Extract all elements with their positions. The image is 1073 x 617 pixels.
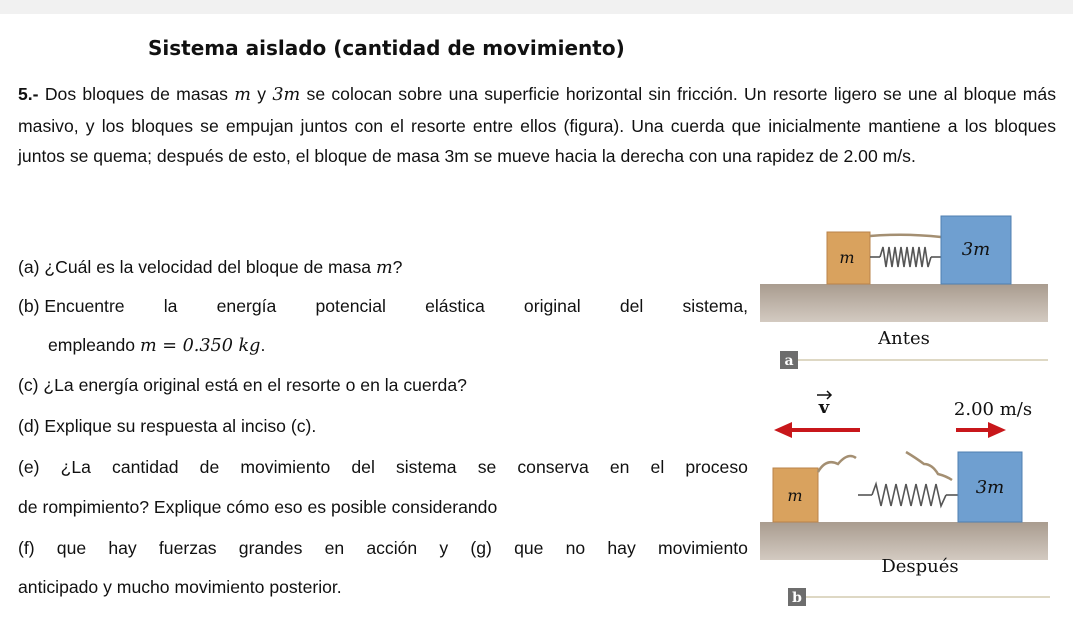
small-block-label-before: m [839, 248, 855, 267]
velocity-vector-label: v [818, 397, 830, 418]
word: en [609, 457, 630, 477]
word: proceso [685, 457, 748, 477]
word: elástica [425, 296, 485, 316]
word: cantidad [112, 457, 179, 477]
word: ¿La [60, 457, 91, 477]
ground-before [760, 284, 1048, 322]
word: el [650, 457, 665, 477]
top-bar [0, 0, 1073, 14]
right-arrow [956, 422, 1006, 438]
problem-text-3: se colocan sobre una superficie horizontal sin fricción. Un resorte ligero se une al bloque más masivo, y los bloques se empujan juntos con el resorte entre ellos (figura). Una cuerda que inicialmente mantiene a los bloques juntos se quema; después de esto, el bloque de masa 3m se mueve hacia la derecha con una rapidez de 2.00 m/s. [18, 84, 1057, 167]
small-block-label-after: m [787, 486, 803, 505]
word: y [439, 538, 449, 558]
word: hay [607, 538, 636, 558]
question-a-math: m [375, 258, 393, 278]
word: que [514, 538, 544, 558]
word: sistema [395, 457, 457, 477]
word: fuerzas [158, 538, 217, 558]
word: no [565, 538, 586, 558]
caption-before: Antes [878, 328, 930, 349]
question-b-math: m = 0.350 kg [139, 336, 261, 356]
question-a-prefix: (a) ¿Cuál es la velocidad del bloque de masa [18, 257, 376, 277]
math-3m: 3m [272, 85, 301, 105]
word: movimiento [240, 457, 331, 477]
spring-released [858, 484, 958, 506]
word: del [619, 296, 644, 316]
broken-string-right [906, 452, 952, 480]
large-block-label-before: 3m [961, 239, 991, 260]
question-b-line2 [48, 334, 265, 357]
question-a-suffix: ? [392, 257, 403, 277]
string-before [870, 235, 941, 237]
problem-text-1: Dos bloques de masas [38, 84, 235, 104]
caption-after: Después [881, 556, 959, 577]
question-f-line2: anticipado y mucho movimiento posterior. [18, 577, 342, 597]
word: sistema, [682, 296, 748, 316]
ground-after [760, 522, 1048, 560]
problem-statement [18, 79, 1056, 172]
math-m: m [234, 85, 251, 105]
word: del [351, 457, 375, 477]
word: (f) [18, 538, 35, 558]
problem-number: 5.- [18, 84, 39, 104]
word: grandes [238, 538, 303, 558]
left-arrow [774, 422, 860, 438]
word: (b) Encuentre [18, 296, 125, 316]
label-b: b [792, 590, 802, 606]
word: original [523, 296, 581, 316]
question-d: (d) Explique su respuesta al inciso (c). [18, 416, 317, 436]
large-block-label-after: 3m [975, 477, 1005, 498]
word: en [324, 538, 345, 558]
label-a: a [784, 353, 794, 369]
word: (g) [470, 538, 492, 558]
word: potencial [315, 296, 386, 316]
word: (e) [18, 457, 40, 477]
question-e-line2: de rompimiento? Explique cómo eso es posible considerando [18, 497, 498, 517]
spring-compressed [870, 247, 941, 267]
word: energía [216, 296, 277, 316]
word: acción [366, 538, 418, 558]
word: se [477, 457, 497, 477]
spring-blocks-figure [760, 212, 1060, 612]
speed-label: 2.00 m/s [953, 399, 1033, 420]
question-b-suffix: . [260, 335, 266, 355]
word: conserva [517, 457, 589, 477]
word: movimiento [657, 538, 748, 558]
question-a [18, 256, 402, 279]
word: la [163, 296, 178, 316]
question-f-line1 [18, 537, 748, 559]
broken-string-left [818, 456, 856, 472]
question-b-line1 [18, 295, 748, 317]
question-e-line1 [18, 456, 748, 478]
word: que [56, 538, 87, 558]
question-c: (c) ¿La energía original está en el resorte o en la cuerda? [18, 375, 467, 395]
word: de [199, 457, 220, 477]
word: hay [108, 538, 137, 558]
section-title: Sistema aislado (cantidad de movimiento) [148, 36, 625, 60]
problem-text-2: y [250, 84, 273, 104]
question-b-prefix: empleando [48, 335, 140, 355]
